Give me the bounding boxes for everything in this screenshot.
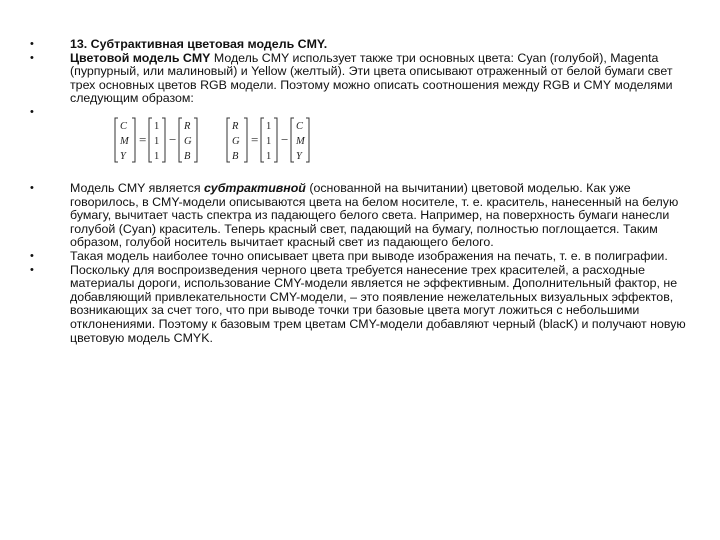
subtractive-text-pre: Модель CMY является — [70, 180, 204, 195]
matrix-cell: M — [296, 135, 305, 147]
matrix-cell: B — [232, 150, 239, 162]
bullet-dot-icon: • — [30, 38, 34, 50]
subtractive-term: субтрактивной — [203, 180, 306, 195]
rgb-from-cmy-equation — [227, 118, 309, 162]
bullet-item-intro — [30, 52, 690, 106]
bullet-dot-icon: • — [30, 263, 34, 276]
bullet-item-subtractive — [30, 182, 690, 250]
bullet-dot-icon: • — [30, 51, 34, 64]
bullet-dot-icon: • — [30, 181, 34, 194]
matrix-cell: 1 — [266, 135, 272, 147]
rgb-cmy-formula — [112, 112, 352, 166]
matrix-cell: C — [296, 120, 304, 132]
matrix-cell: 1 — [154, 120, 160, 132]
bullet-item-printing — [30, 250, 690, 264]
bullet-item-cmyk — [30, 264, 690, 346]
printing-text: Такая модель наиболее точно описывает цвета при выводе изображения на печать, т. е. в полиграфии. — [70, 248, 668, 263]
formula-svg — [112, 112, 352, 166]
matrix-cell: 1 — [154, 150, 160, 162]
matrix-cell: B — [184, 150, 191, 162]
cmyk-text: Поскольку для воспроизведения черного цвета требуется нанесение трех красителей, а расходные материалы дороги, использование CMY-модели является не эффективным. Дополнительный фактор, не добавляющий привлекательности CMY-модели, – это появление нежелательных визуальных эффектов, возникающих за счет того, что при выводе точки три базовые цвета могут ложиться с небольшими отклонениями. Поэтому к базовым трем цветам CMY-модели добавляют черный (blacK) и получают новую цветовую модель CMYK. — [70, 262, 686, 345]
matrix-cell: R — [232, 120, 239, 132]
intro-text: Модель CMY использует также три основных цвета: Cyan (голубой), Magenta (пурпурный, или малиновый) и Yellow (желтый). Эти цвета описывают отраженный от белой бумаги свет трех основных цветов RGB модели. Поэтому можно описать соотношения между RGB и CMY моделями следующим образом: — [70, 50, 673, 106]
intro-bold-term: Цветовой модель CMY — [70, 50, 211, 65]
matrix-cell: M — [120, 135, 129, 147]
bullet-list — [30, 38, 690, 345]
minus-sign: − — [281, 131, 289, 147]
bullet-dot-icon: • — [30, 249, 34, 262]
subtractive-text-post: (основанной на вычитании) цветовой моделью. Как уже говорилось, в CMY-модели описываются цвета на белом носителе, т. е. краситель, нанесенный на белую бумагу, вычитает часть спектра из падающего белого света. Например, на поверхность бумаги нанесли голубой (Cyan) краситель. Теперь красный свет, падающий на бумагу, полностью поглощается. Таким образом, голубой носитель вычитает красный свет из падающего белого. — [70, 180, 679, 250]
section-title: 13. Субтрактивная цветовая модель CMY. — [70, 37, 328, 51]
matrix-cell: Y — [120, 150, 126, 162]
matrix-cell: G — [232, 135, 240, 147]
matrix-cell: C — [120, 120, 128, 132]
matrix-cell: Y — [296, 150, 302, 162]
bullet-dot-icon: • — [30, 105, 34, 118]
matrix-cell: 1 — [266, 120, 272, 132]
bullet-item-title — [30, 38, 690, 52]
matrix-cell: R — [184, 120, 191, 132]
equals-sign: = — [139, 131, 147, 147]
bullet-item-formula — [30, 106, 690, 174]
matrix-cell: 1 — [266, 150, 272, 162]
matrix-cell: G — [184, 135, 192, 147]
equals-sign: = — [251, 131, 259, 147]
minus-sign: − — [169, 131, 177, 147]
matrix-cell: 1 — [154, 135, 160, 147]
cmy-from-rgb-equation — [115, 118, 197, 162]
